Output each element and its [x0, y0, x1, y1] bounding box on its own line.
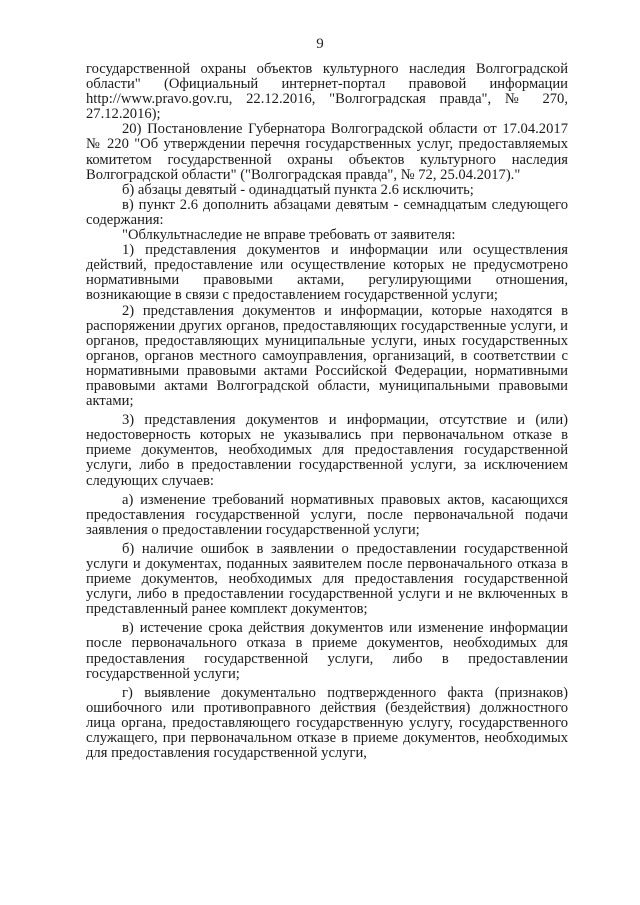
page-number: 9	[316, 36, 324, 52]
paragraph-item-20: 20) Постановление Губернатора Волгоградской области от 17.04.2017 № 220 "Об утверждении перечня государственных услуг, предоставляемых комитетом государственной охраны объектов культурного наследия Волгоградской области" ("Волгоградская правда", № 72, 25.04.2017)."	[86, 121, 568, 183]
paragraph-case-g: г) выявление документально подтвержденного факта (признаков) ошибочного или противоправного действия (бездействия) должностного лица органа, предоставляющего государственную услугу, государственного служащего, при первоначальном отказе в приеме документов, необходимых для предоставления государственной услуги,	[86, 684, 568, 762]
paragraph-clause-1: 1) представления документов и информации или осуществления действий, предоставление или осуществление которых не предусмотрено нормативными правовыми актами, регулирующими отношения, возникающие в связи с предоставлением государственной услуги;	[86, 242, 568, 304]
paragraph-clause-3: 3) представления документов и информации, отсутствие и (или) недостоверность которых не указывались при первоначальном отказе в приеме документов, необходимых для предоставления государственной услуги, либо в предоставлении государственной услуги, за исключением следующих случаев:	[86, 412, 568, 489]
document-body	[86, 62, 568, 761]
paragraph-subitem-b-exclude: б) абзацы девятый - одинадцатый пункта 2.6 исключить;	[122, 181, 474, 198]
paragraph-clause-2: 2) представления документов и информации, которые находятся в распоряжении других органов, предоставляющих государственные услуги, и органов, предоставляющих муниципальные услуги, иных государственных органов, органов местного самоуправления, организаций, в соответствии с нормативными правовыми актами Российской Федерации, нормативными правовыми актами Волгоградской области, муниципальными правовыми актами;	[86, 302, 568, 410]
paragraph-case-v: в) истечение срока действия документов или изменение информации после первоначального отказа в приеме документов, необходимых для предоставления государственной услуги, либо в предоставлении государственной услуги;	[86, 620, 568, 682]
paragraph-prohibition-intro: "Облкультнаследие не вправе требовать от заявителя:	[122, 227, 456, 244]
paragraph-subitem-v-supplement: в) пункт 2.6 дополнить абзацами девятым - семнадцатым следующего содержания:	[86, 196, 568, 228]
paragraph-case-a: а) изменение требований нормативных правовых актов, касающихся предоставления государственной услуги, после первоначальной подачи заявления о предоставлении государственной услуги;	[86, 491, 568, 538]
paragraph-case-b: б) наличие ошибок в заявлении о предоставлении государственной услуги и документах, поданных заявителем после первоначального отказа в приеме документов, необходимых для предоставления государственной услуги, либо в предоставлении государственной услуги и не включенных в представленный ранее комплект документов;	[86, 540, 568, 618]
paragraph-source-continuation: государственной охраны объектов культурного наследия Волгоградской области" (Официальный интернет-портал правовой информации http://www.pravo.gov.ru, 22.12.2016, "Волгоградская правда", № 270, 27.12.2016);	[86, 61, 568, 123]
